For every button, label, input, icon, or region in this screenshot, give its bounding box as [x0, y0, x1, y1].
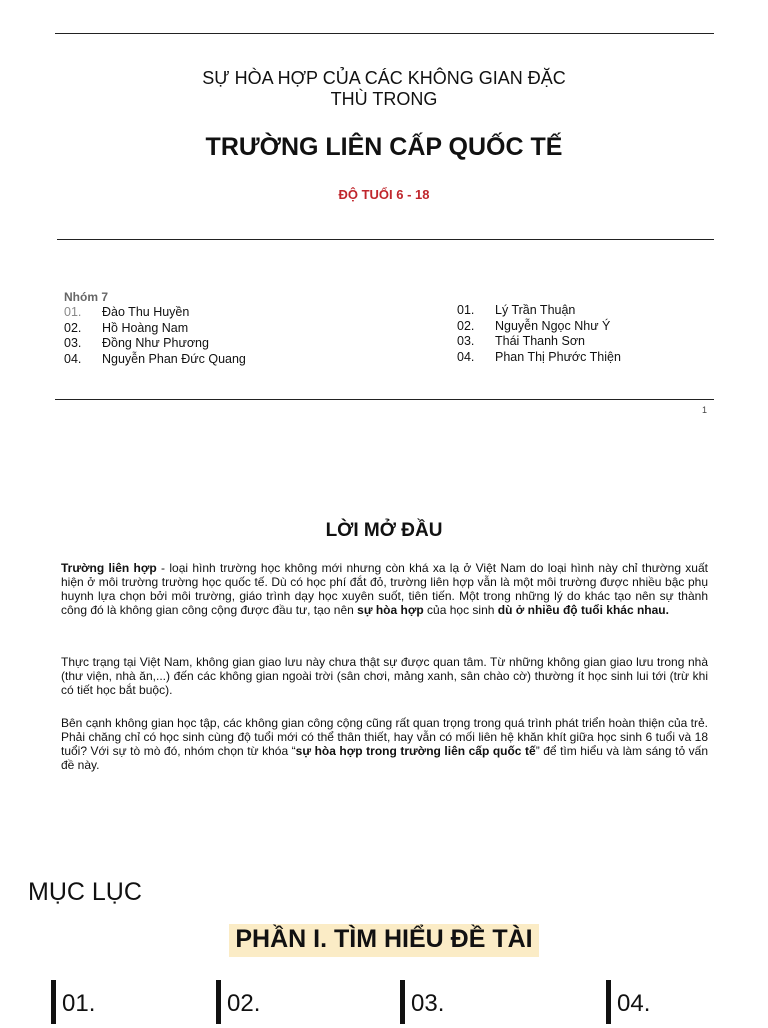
paragraph-text: - loại hình trường học không mới nhưng còn khá xa lạ ở Việt Nam do loại hình này chỉ thường xuất hiện ở môi trường trường học quốc tế. Dù có học phí đắt đỏ, trường liên hợp vẫn là một môi trường được nhiều bậc phụ huynh lựa chọn bởi môi trường, giáo trình dạy học xuyên suốt, tiên tiến. Một trong những lý do khác tạo nên sự thành công đó là không gian công cộng được đầu tư, tạo nên — [61, 561, 708, 617]
toc-index-3: 03. — [400, 980, 444, 1024]
member-row — [64, 352, 246, 368]
members-left — [64, 305, 246, 367]
bold-phrase: dù ở nhiều độ tuổi khác nhau. — [497, 603, 669, 617]
age-range: ĐỘ TUỔI 6 - 18 — [338, 187, 430, 202]
member-row — [64, 336, 246, 352]
top-rule — [55, 33, 714, 34]
subtitle-line-2: THÙ TRONG — [330, 89, 438, 109]
paragraph-text: của học sinh — [423, 603, 498, 617]
page-number: 1 — [702, 405, 708, 415]
member-number: 02. — [64, 320, 82, 335]
part-heading: PHẦN I. TÌM HIỂU ĐỀ TÀI — [229, 924, 538, 957]
member-name: Nguyễn Phan Đức Quang — [102, 351, 246, 366]
member-row — [457, 319, 621, 335]
member-number: 03. — [457, 334, 475, 348]
member-number: 01. — [457, 303, 475, 317]
group-label: Nhóm 7 — [64, 290, 109, 304]
subtitle-line-1: SỰ HÒA HỢP CỦA CÁC KHÔNG GIAN ĐẶC — [202, 68, 566, 88]
toc-heading: MỤC LỤC — [28, 878, 142, 906]
intro-heading: LỜI MỞ ĐẦU — [325, 520, 443, 541]
member-row — [64, 321, 246, 337]
intro-paragraph-1 — [61, 561, 708, 617]
toc-index-2: 02. — [216, 980, 260, 1024]
member-name: Đào Thu Huyền — [102, 305, 190, 319]
document-subtitle — [0, 68, 768, 110]
members-bottom-rule — [55, 399, 714, 400]
member-number: 02. — [457, 318, 475, 333]
member-row — [457, 303, 621, 319]
paragraph-text: Bên cạnh không gian học tập, các không gian công cộng cũng rất quan trọng trong quá trình phát triển hoàn thiện của trẻ. Phải chăng chỉ có học sinh cùng độ tuổi mới có thể thân thiết, hay vẫn có mối liên hệ khăn khít giữa học sinh 6 tuổi và 18 tuổi? Với sự tò mò đó, nhóm chọn từ khóa “ — [61, 716, 708, 758]
bold-phrase: sự hòa hợp — [357, 603, 424, 617]
paragraph-text: ” để tìm hiểu và làm sáng tỏ vấn đề này. — [61, 744, 708, 772]
members-right — [457, 303, 621, 365]
member-name: Phan Thị Phước Thiện — [495, 349, 621, 364]
member-name: Lý Trần Thuận — [495, 303, 576, 317]
member-row — [457, 334, 621, 350]
member-name: Thái Thanh Sơn — [495, 334, 585, 348]
header-bottom-rule — [57, 239, 714, 240]
member-row — [64, 305, 246, 321]
member-number: 03. — [64, 336, 82, 350]
toc-index-1: 01. — [51, 980, 95, 1024]
member-name: Hồ Hoàng Nam — [102, 320, 189, 335]
member-name: Nguyễn Ngọc Như Ý — [495, 318, 611, 333]
member-number: 04. — [64, 351, 82, 366]
member-number: 04. — [457, 349, 475, 364]
intro-paragraph-3 — [61, 716, 708, 772]
member-number: 01. — [64, 305, 82, 319]
bold-phrase: sự hòa hợp trong trường liên cấp quốc tế — [295, 744, 536, 758]
bold-phrase: Trường liên hợp — [61, 561, 157, 575]
intro-paragraph-2: Thực trạng tại Việt Nam, không gian giao lưu này chưa thật sự được quan tâm. Từ những không gian giao lưu trong nhà (thư viện, nhà ăn,...) đến các không gian ngoài trời (sân chơi, mảng xanh, sân chào cờ) thường ít học sinh lui tới (trừ khi có tiết học bắt buộc). — [61, 655, 708, 697]
member-row — [457, 350, 621, 366]
member-name: Đồng Như Phương — [102, 336, 209, 350]
document-title: TRƯỜNG LIÊN CẤP QUỐC TẾ — [205, 133, 563, 161]
part-heading-wrapper — [0, 924, 768, 957]
toc-index-4: 04. — [606, 980, 650, 1024]
